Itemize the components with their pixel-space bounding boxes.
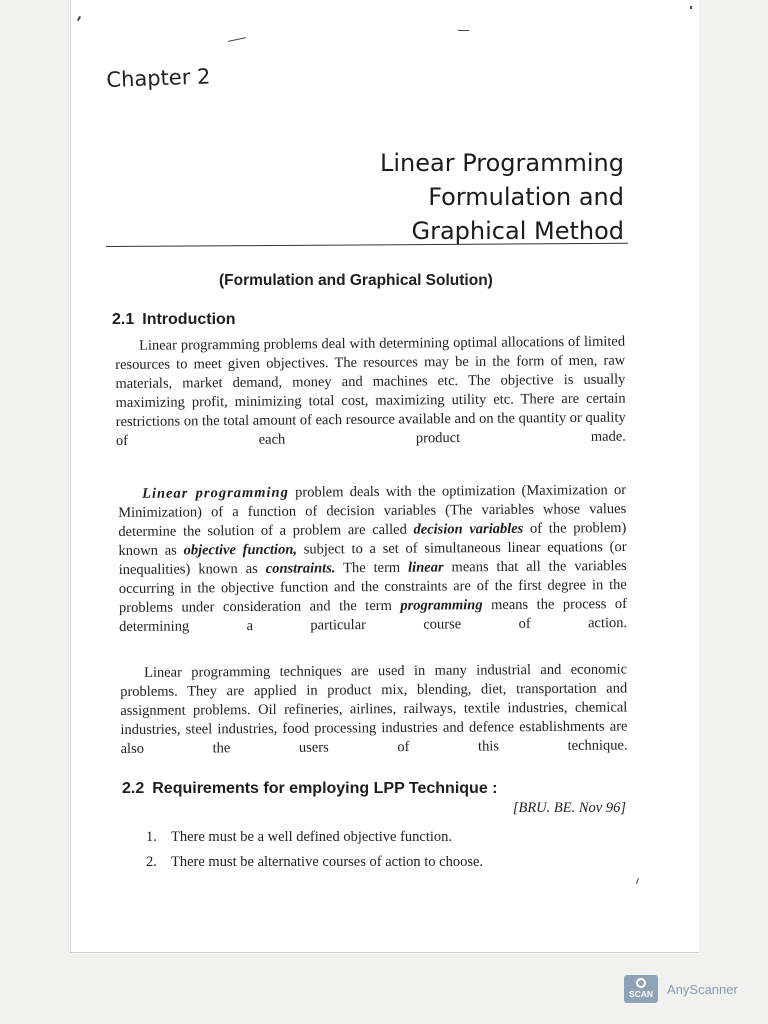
chapter-title-line: Formulation and	[428, 183, 624, 211]
scan-speck	[458, 30, 469, 31]
section-heading-introduction	[112, 311, 236, 329]
section-heading-requirements	[122, 780, 497, 798]
subtitle: (Formulation and Graphical Solution)	[219, 272, 493, 289]
term-constraints: constraints.	[265, 560, 336, 577]
list-item	[146, 850, 483, 875]
definition-text: problem deals with the optimization (Maximization or Minimization) of a function of decision variables (The variables whose values determine the solution of a problem are called	[118, 482, 627, 540]
requirements-list	[146, 825, 483, 875]
section-number: 2.2	[122, 780, 145, 797]
applications-paragraph-text: Linear programming techniques are used in many industrial and economic problems. They are applied in product mix, blending, diet, transportation and assignment problems. Oil refineries, airlines, railways, textile industries, chemical industries, steel industries, food processing industries and defence establishments are also the users of this technique.	[120, 661, 628, 757]
list-item-text: There must be a well defined objective function.	[171, 829, 453, 845]
chapter-title	[324, 146, 624, 248]
term-programming: programming	[400, 597, 483, 614]
term-objective-function: objective function,	[183, 541, 298, 559]
section-title: Introduction	[142, 311, 236, 328]
camera-icon	[636, 978, 646, 988]
term-linear-programming: Linear programming	[142, 484, 289, 502]
exam-reference: [BRU. BE. Nov 96]	[512, 800, 626, 816]
section-number: 2.1	[112, 311, 135, 328]
logo-text: SCAN	[628, 989, 654, 999]
chapter-title-line: Graphical Method	[411, 217, 624, 245]
list-item-number: 1.	[146, 829, 157, 845]
anyscanner-brand: AnyScanner	[667, 982, 738, 997]
definition-text: subject to a set of simultaneous linear equations (or inequalities) known as	[118, 539, 627, 578]
list-item-number: 2.	[146, 854, 157, 870]
definition-text: means that all the variables occurring in the objective function and the constraints are of the first degree in the problems under consideration and the term	[118, 558, 627, 616]
intro-paragraph-text: Linear programming problems deal with determining optimal allocations of limited resources to meet given objectives. The resources may be in the form of men, raw materials, market demand, money and machines etc. The objective is usually maximizing profit, minimizing total cost, maximizing utility etc. There are certain restrictions on the total amount of each resource available and on the quantity or quality of each product made.	[115, 333, 626, 449]
term-linear: linear	[408, 559, 444, 576]
definition-paragraph	[118, 481, 627, 656]
definition-text: means the process of determining a particular course of action.	[119, 596, 628, 635]
definition-text: The term	[335, 559, 409, 577]
chapter-label: Chapter 2	[106, 64, 211, 92]
anyscanner-logo	[624, 975, 658, 1003]
term-decision-variables: decision variables	[413, 520, 524, 538]
chapter-title-line: Linear Programming	[380, 149, 624, 177]
section-title: Requirements for employing LPP Technique :	[152, 780, 498, 797]
applications-paragraph	[120, 660, 628, 778]
scan-speck	[690, 6, 692, 9]
definition-text: of the problem) known as	[118, 520, 627, 559]
intro-paragraph	[115, 333, 626, 470]
list-item-text: There must be alternative courses of action to choose.	[171, 854, 484, 870]
list-item	[146, 825, 483, 850]
